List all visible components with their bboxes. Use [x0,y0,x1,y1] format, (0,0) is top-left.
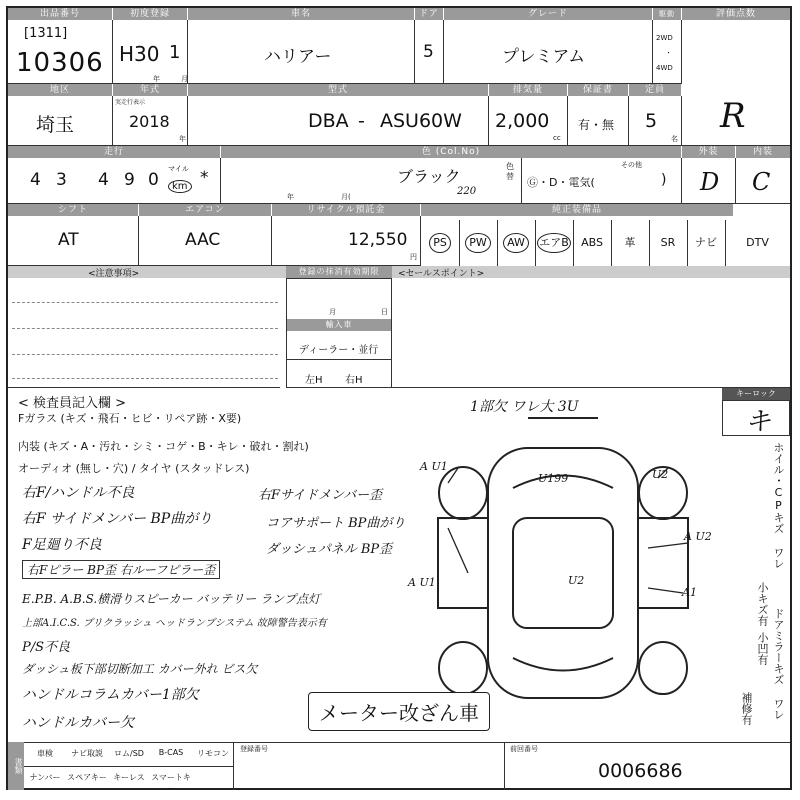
grade-cell [444,20,653,84]
exp-header: 登録の抹消有効期限 [286,266,392,278]
diagram-label-7: A U1 [408,576,436,589]
cc-value: 2,000 [495,110,550,132]
equip-abs: ABS [573,220,612,266]
drive-header: 駆動 [653,8,681,20]
cc-unit: cc [553,134,561,142]
int-cell [736,158,790,204]
import-month: 月 [329,308,336,316]
note-10: ハンドルカバー欠 [22,715,134,731]
int-header: 内装 [736,146,790,158]
door-cell [415,20,444,84]
inspector-line3: オーディオ (無し・穴) / タイヤ (スタッドレス) [18,462,250,475]
year-value: 2018 [129,112,170,131]
doc-smartkey: スマートキー [151,773,191,793]
inspector-line1: Fガラス (キズ・飛石・ヒビ・リペア跡・X要) [18,412,242,425]
recycle-unit: 円 [410,253,417,261]
ext-score: D [700,168,720,196]
mileage-d1: 4 [30,170,41,190]
model-name: ハリアー [264,47,332,67]
diagram-label-6: U2 [568,574,585,587]
reg-cell [113,20,188,84]
int-score: C [752,168,771,196]
mileage-d5: 0 [148,170,159,190]
mileage-cell [8,158,221,204]
import-day: 日 [381,308,388,316]
ext-header: 外装 [682,146,735,158]
capacity-header: 定員 [629,84,681,96]
mileage-d2: 3 [56,170,67,190]
doc-shaken: 車検 [37,749,53,758]
auction-sheet [6,6,792,793]
keylock-header: キーロック [722,388,790,400]
color-name: ブラック [397,167,461,186]
side-note-1: ホイル・CPキズ ワレ [772,442,785,569]
mileage-mile: マイル [168,165,189,173]
mileage-star: * [200,168,209,188]
recycle-value: 12,550 [348,230,408,250]
door-count: 5 [423,42,434,62]
note-1: 右F/ハンドル不良 [22,485,135,501]
reg-month: 1 [169,42,181,63]
capacity-unit: 名 [671,135,678,143]
shift-cell [8,216,139,266]
doc-navi: ナビ取説 [71,749,103,758]
equip-header: 純正装備品 [421,204,733,216]
shift-value: AT [58,230,79,250]
doc-number: ナンバー [29,773,61,782]
grade-header: グレード [444,8,652,20]
score-value: R [720,96,746,136]
keylock-cell [722,400,790,436]
docs-side-label: 書類 [8,742,24,790]
note-5: E.P.B. A.B.S.横滑りスピーカー バッテリー ランプ点灯 [22,592,321,606]
shift-header: シフト [8,204,138,216]
paint-type-end: ) [661,172,667,188]
diagram-label-4: A U2 [684,530,712,543]
mileage-d4: 9 [124,170,135,190]
sale-header: <セールスポイント> [398,269,485,279]
type-dash: - [358,110,365,132]
color-change: 色替 [506,162,514,181]
note-2: 右F サイドメンバー BP曲がり [22,511,213,527]
mileage-header: 走行 [8,146,220,158]
equip-pw: PW [459,220,498,266]
score-header: 評価点数 [682,8,790,20]
drive-4wd: 4WD [656,64,673,72]
doc-spare: スペアキー [67,773,107,782]
diagram-label-1: A U1 [420,460,448,473]
prev-number: 0006686 [598,760,683,782]
cc-header: 排気量 [489,84,567,96]
ac-cell [139,216,272,266]
inspector-header: < 検査員記入欄 > [18,396,127,411]
notes-lines [8,278,280,388]
doc-rom: ロム/SD [114,749,144,758]
recycle-cell [272,216,421,266]
year-suffix: 年 [179,135,186,143]
grade-name: プレミアム [502,47,586,67]
note-9: ハンドルコラムカバー1部欠 [22,687,199,703]
color-header: 色 (Col.No) [221,146,681,158]
lot-header: 出品番号 [8,8,112,20]
lot-code: [1311] [24,26,68,41]
ext-cell [682,158,736,204]
docs-grid [24,742,234,793]
import-box [286,278,392,388]
equip-navi: ナビ [687,220,726,266]
paint-type: Ⓖ・D・電気( [527,176,595,189]
equip-airbag: エアB [535,220,574,266]
lot-cell [8,20,113,84]
reg-era: H30 [119,42,160,66]
note-6: 上部A.I.C.S. プリクラッシュ ヘッドランプシステム 故障警告表示有 [22,618,327,629]
reg-header: 初度登録 [113,8,187,20]
recycle-header: リサイクル預託金 [272,204,420,216]
import-dealer: ディーラー・並行 [299,345,379,356]
cc-cell [489,96,568,146]
doc-bcas: B-CAS [158,748,184,757]
import-header: 輸入車 [287,319,391,331]
diagram-label-5: A1 [682,586,697,599]
equip-aw: AW [497,220,536,266]
type-prefix: DBA [308,110,349,132]
warranty-value: 有・無 [578,118,615,132]
note-4: 右Fピラー BP歪 右ルーフピラー歪 [22,560,220,579]
warranty-cell [568,96,629,146]
year-header: 年式 [113,84,187,96]
model-cell [188,20,415,84]
drive-cell: 2WD ・ 4WD [653,20,682,84]
door-header: ドア [415,8,443,20]
color-nen: 年 [287,193,294,201]
equip-leather: 革 [611,220,650,266]
diagram-label-3: U199 [538,472,569,485]
doc-keyless: キーレス [113,773,145,782]
regno-label: 登録番号 [240,745,268,753]
side-note-3: ドアミラーキズ ワレ [772,608,785,720]
color-tsuki: 月( [341,193,351,201]
mileage-km: km [168,180,192,193]
capacity-cell [629,96,682,146]
region-cell [8,96,113,146]
type-code: ASU60W [380,110,462,132]
note-8: ダッシュ板下部切断加工 カバー外れ ビス欠 [22,662,258,676]
note-3: F足廻り不良 [22,537,102,553]
note-right-1: 右Fサイドメンバー歪 [258,488,383,503]
lot-number: 10306 [16,48,104,78]
warranty-header: 保証書 [568,84,628,96]
drive-2wd: 2WD [656,34,673,42]
side-note-5: 補修有 [740,692,753,725]
car-diagram [418,408,708,738]
model-header: 車名 [188,8,414,20]
side-note-2: 小キズ有 [756,582,769,626]
color-other: その他 [621,161,642,169]
diagram-label-2: U2 [652,468,669,481]
year-cell [113,96,188,146]
capacity-value: 5 [645,110,658,132]
year-note: 実走行表示 [115,99,146,106]
doc-remote: リモコン [197,749,229,758]
reg-tsuki: 月 [181,75,188,83]
ac-value: AAC [185,230,221,250]
import-left: 左H [305,375,323,386]
mileage-d3: 4 [98,170,109,190]
color-cell [221,158,682,204]
score-cell [682,20,790,146]
note-right-2: コアサポート BP曲がり [266,516,406,531]
type-header: 型式 [188,84,488,96]
keylock-value: キ [745,407,772,437]
equip-sr: SR [649,220,688,266]
inspector-line2: 内装 (キズ・A・汚れ・シミ・コゲ・B・キレ・破れ・割れ) [18,440,309,453]
diagram-top: 1部欠 ワレ大 3U [470,399,579,415]
import-right: 右H [345,375,363,386]
note-7: P/S不良 [22,640,71,655]
equip-ps: PS [421,220,460,266]
sales-box [392,278,790,388]
type-cell [188,96,489,146]
prev-label: 前回番号 [510,745,538,753]
region-header: 地区 [8,84,112,96]
equip-dtv: DTV [746,236,769,249]
meter-tampered-stamp: メーター改ざん車 [308,692,490,731]
note-header: <注意事項> [88,269,140,279]
side-note-4: 小凹有 [756,632,769,665]
reg-nen: 年 [153,75,160,83]
color-code: 220 [457,186,477,197]
region-name: 埼玉 [36,114,75,136]
note-right-3: ダッシュパネル BP歪 [266,542,393,557]
ac-header: エアコン [139,204,271,216]
